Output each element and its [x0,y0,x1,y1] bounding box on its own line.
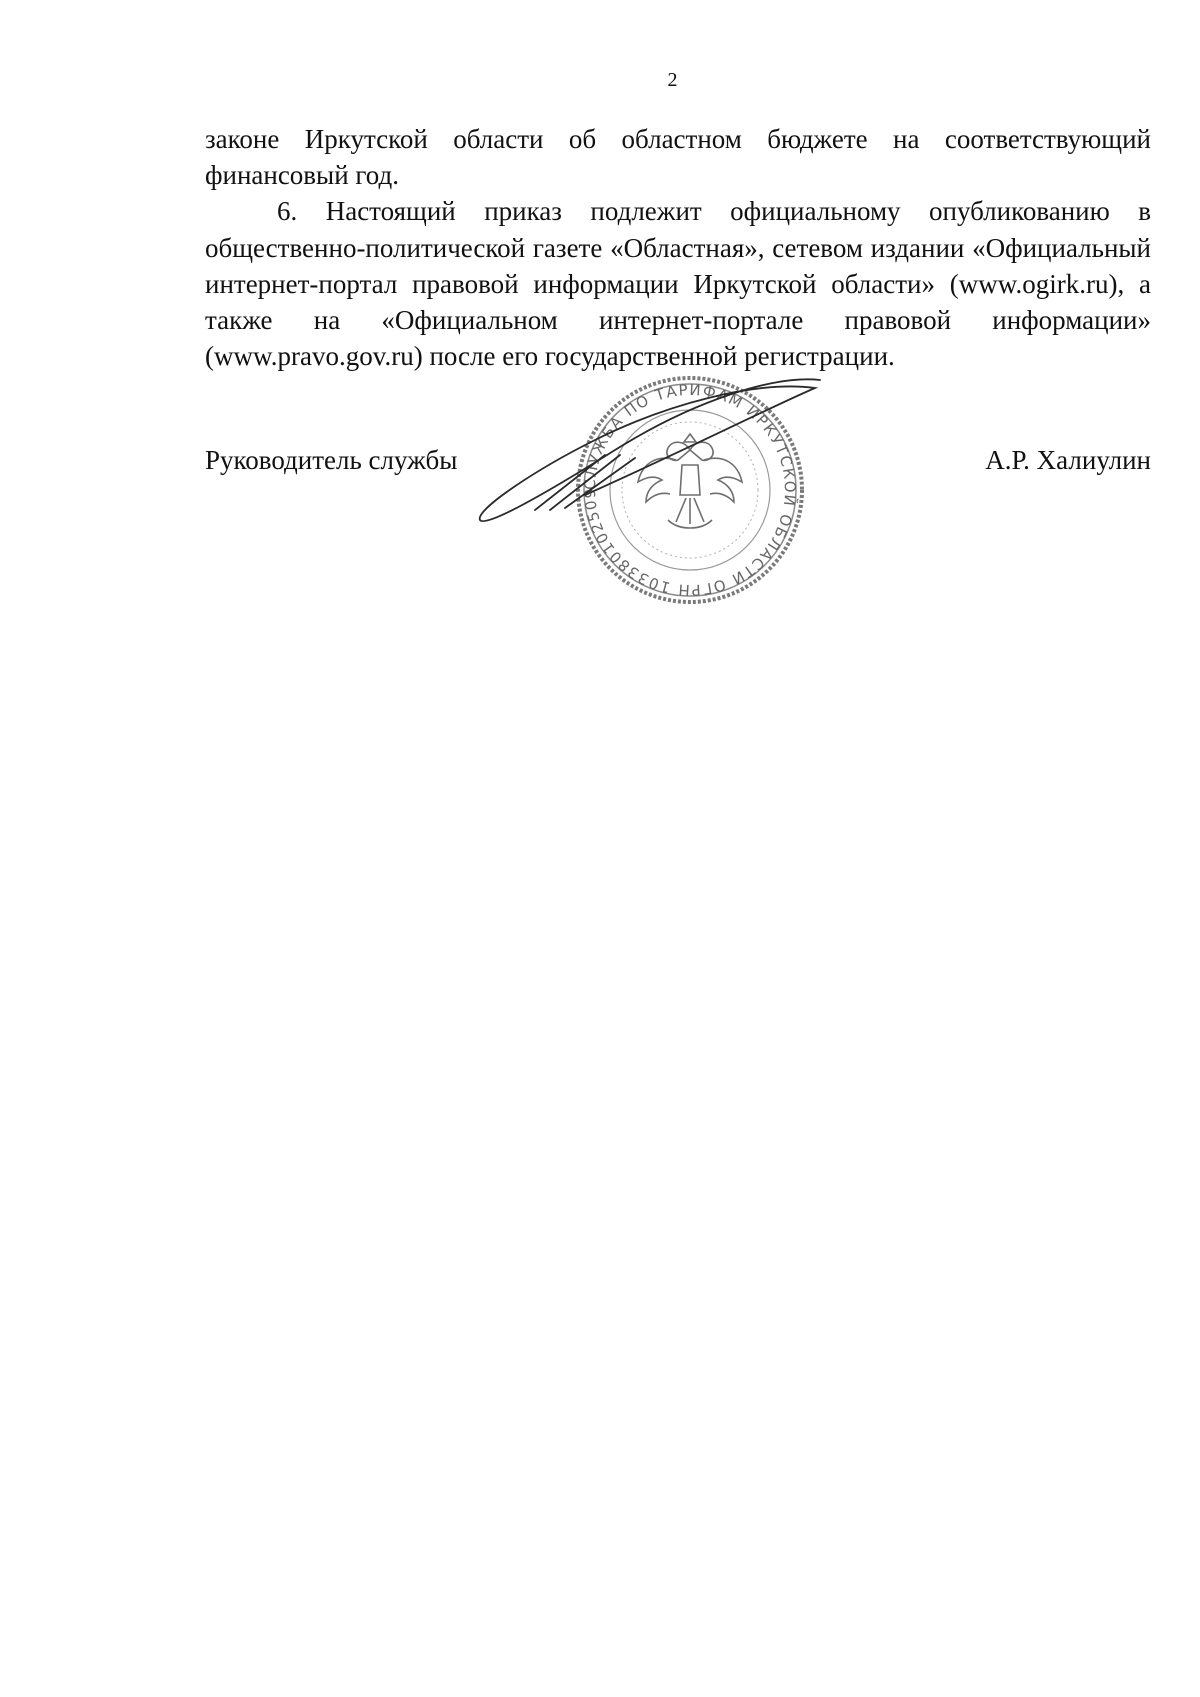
signature-block [205,442,1151,482]
signer-title: Руководитель службы [205,445,458,475]
official-seal-and-signature [475,360,865,630]
paragraph-continuation: законе Иркутской области об областном бюджете на соответствующий финансовый год. [205,124,1151,191]
signer-name: А.Р. Халиулин [985,445,1151,475]
page-number: 2 [667,69,678,91]
paragraph-publication: 6. Настоящий приказ подлежит официальному опубликованию в общественно-политической газете «Областная», сетевом издании «Официальный интернет-портал правовой информации Иркутской области» (www.ogirk.ru), а также на «Официальном интернет-портале правовой информации» (www.pravo.gov.ru) после его государственной регистрации. [205,196,1151,372]
document-body [205,121,1151,374]
seal-outer-text: СЛУЖБА ПО ТАРИФАМ ИРКУТСКОЙ ОБЛАСТИ ОГРН 103380102509 [580,380,800,600]
